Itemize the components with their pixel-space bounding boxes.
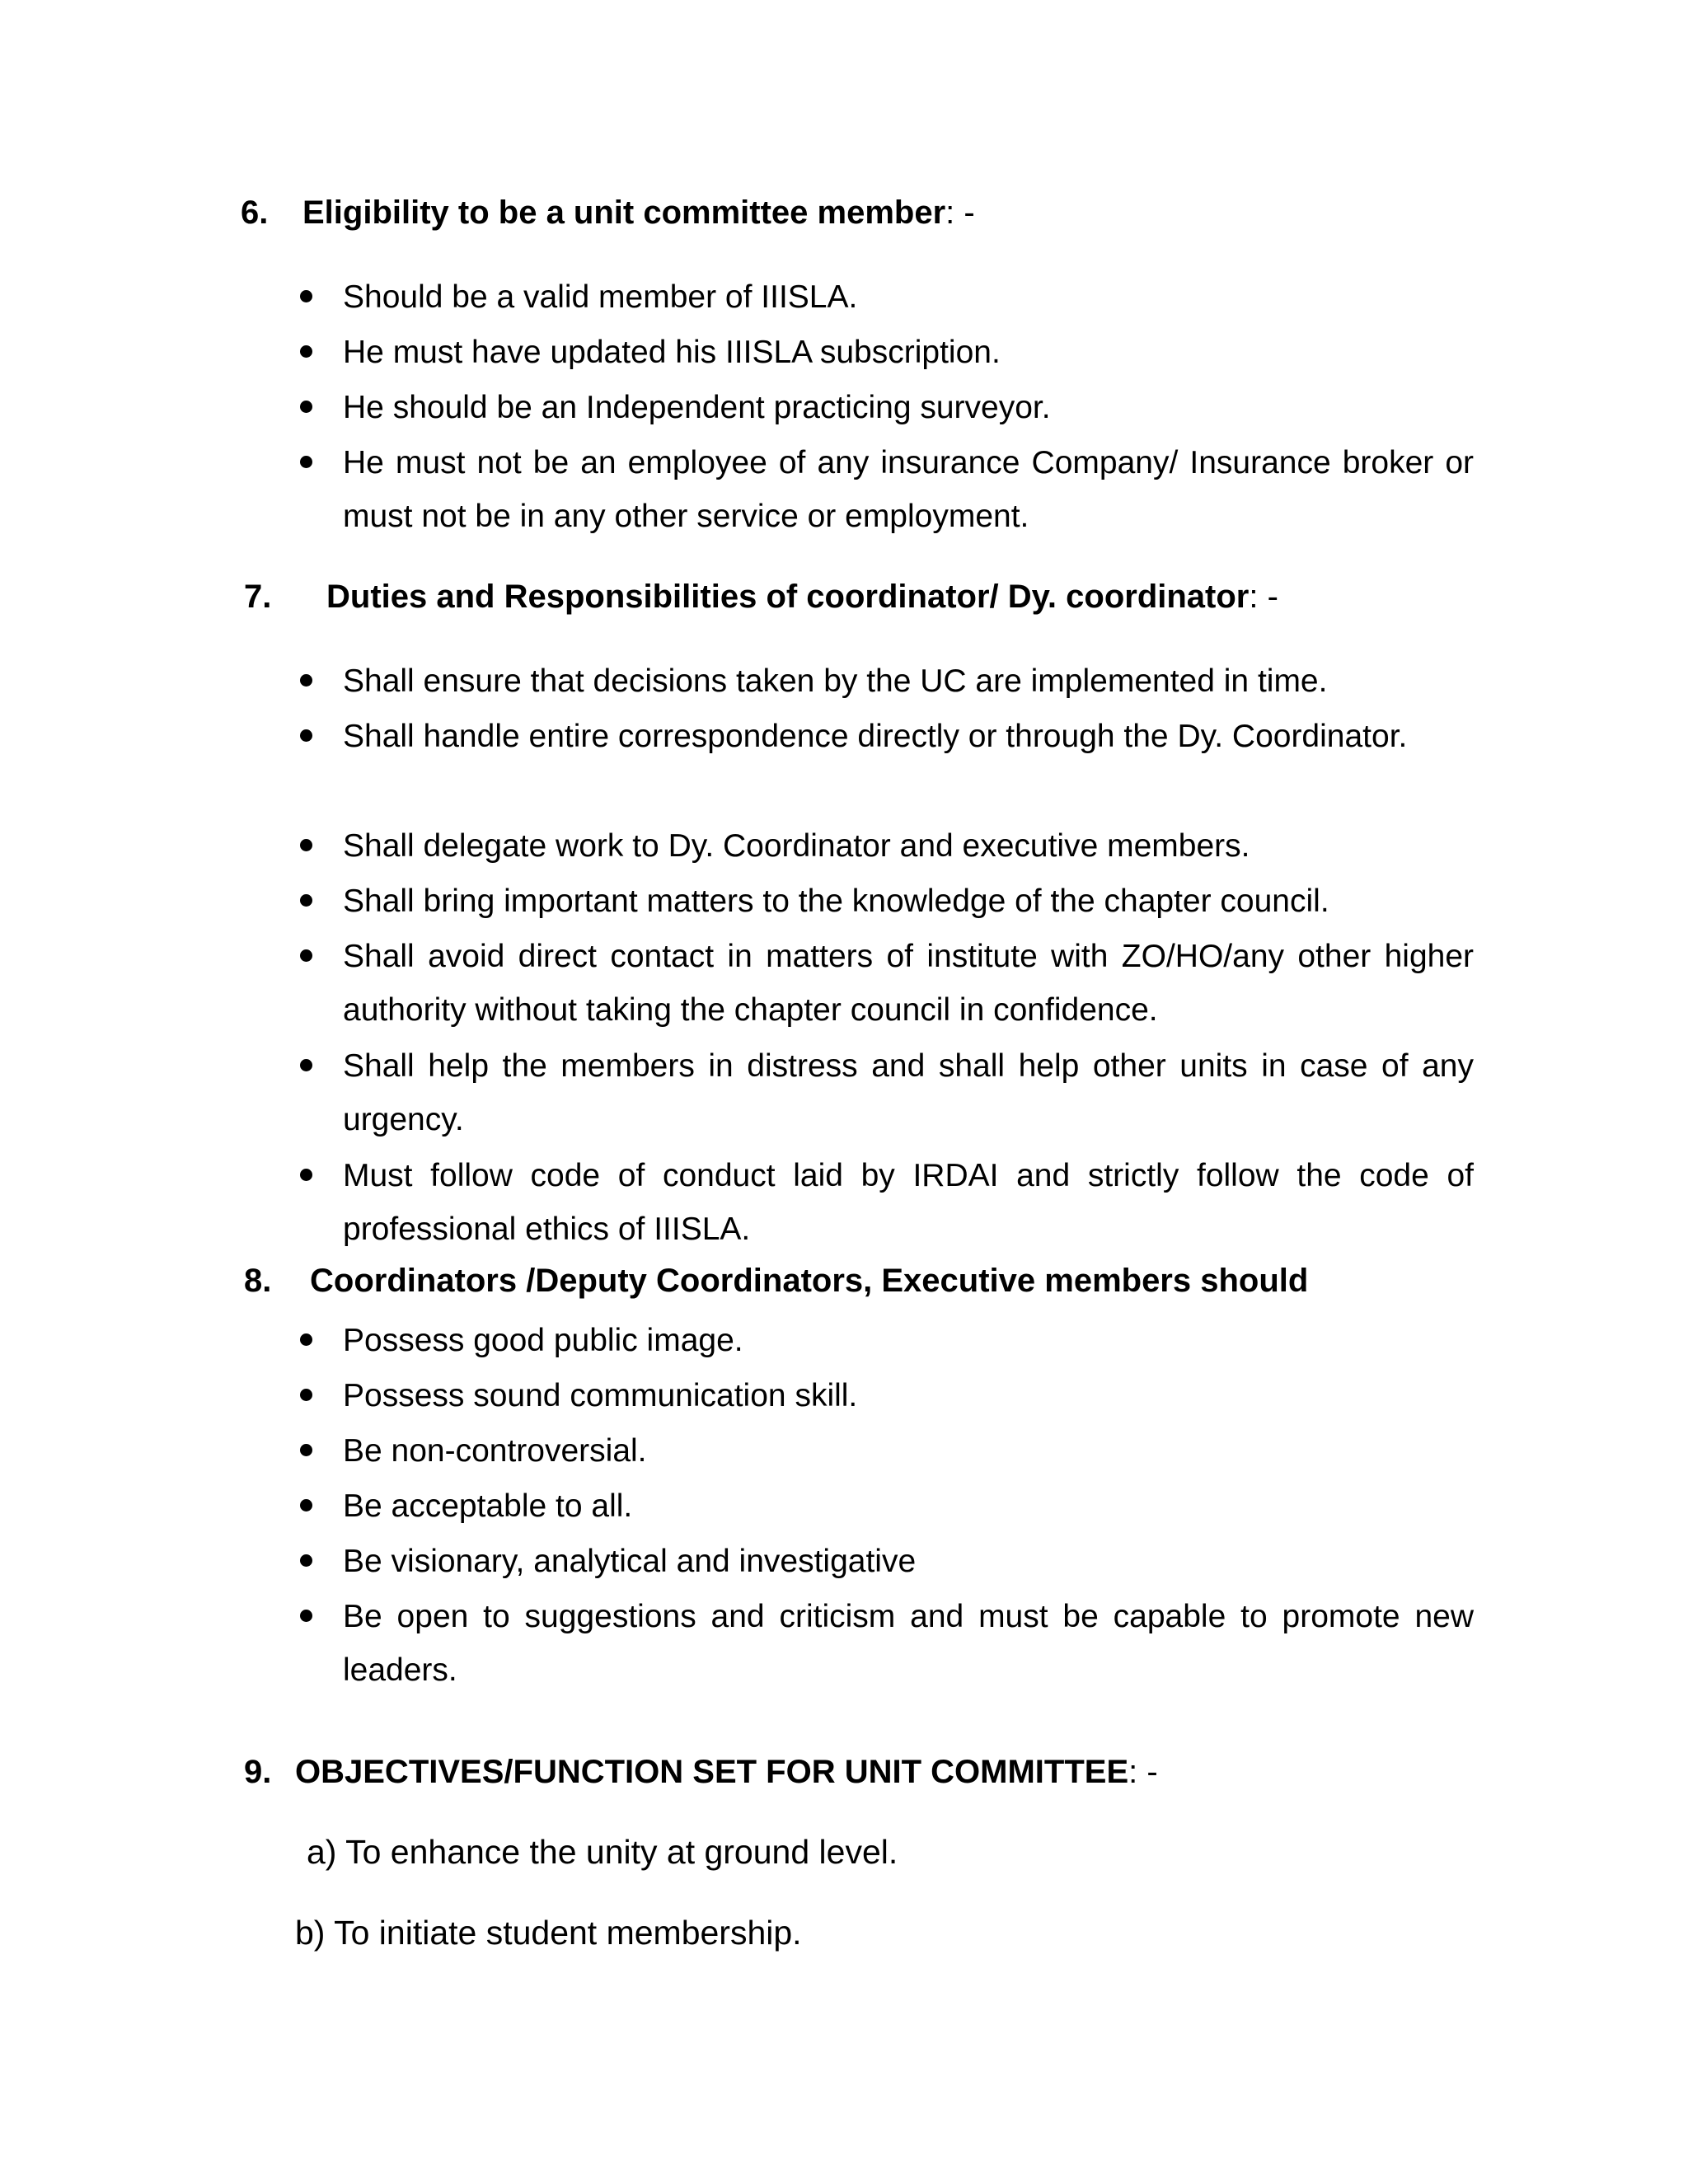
- section-title-suffix: : -: [945, 194, 975, 231]
- section-title: [295, 1752, 1158, 1792]
- list-item-text: Possess sound communication skill.: [343, 1378, 858, 1413]
- objective-item: a) To enhance the unity at ground level.: [307, 1833, 898, 1871]
- section-title-suffix: : -: [1128, 1754, 1158, 1790]
- bullet-icon: [300, 290, 312, 302]
- section-number: 7.: [244, 579, 272, 615]
- bullet-icon: [300, 345, 312, 358]
- section-number: 9.: [244, 1754, 272, 1790]
- bullet-icon: [300, 1554, 312, 1567]
- bullet-icon: [300, 949, 312, 962]
- list-item-text: Be open to suggestions and criticism and must be capable to promote new leaders.: [343, 1599, 1474, 1688]
- bullet-icon: [300, 1444, 312, 1456]
- section-title: [310, 1261, 1308, 1301]
- bullet-icon: [300, 894, 312, 907]
- bullet-icon: [300, 1059, 312, 1071]
- bullet-icon: [300, 1169, 312, 1181]
- bullet-icon: [300, 729, 312, 742]
- section-title: [302, 193, 975, 232]
- list-item-text: Be acceptable to all.: [343, 1488, 633, 1524]
- list-item-text: Be non-controversial.: [343, 1433, 647, 1469]
- bullet-icon: [300, 674, 312, 687]
- bullet-icon: [300, 839, 312, 851]
- list-item-text: Shall bring important matters to the knowledge of the chapter council.: [343, 883, 1329, 919]
- list-item-text: He should be an Independent practicing surveyor.: [343, 390, 1051, 425]
- list-item-text: Must follow code of conduct laid by IRDAI and strictly follow the code of professional ethics of IIISLA.: [343, 1158, 1474, 1247]
- list-item-text: Shall avoid direct contact in matters of institute with ZO/HO/any other higher authority without taking the chapter council in confidence.: [343, 939, 1474, 1028]
- bullet-icon: [300, 1610, 312, 1622]
- list-item-text: Shall help the members in distress and shall help other units in case of any urgency.: [343, 1048, 1474, 1137]
- list-item-text: Be visionary, analytical and investigative: [343, 1544, 917, 1579]
- section-number: 8.: [244, 1263, 272, 1299]
- bullet-icon: [300, 1499, 312, 1511]
- section-title-suffix: : -: [1249, 579, 1278, 615]
- bullet-icon: [300, 456, 312, 468]
- bullet-icon: [300, 1333, 312, 1346]
- objective-item: b) To initiate student membership.: [295, 1914, 802, 1952]
- section-number: 6.: [241, 194, 269, 231]
- bullet-icon: [300, 401, 312, 413]
- section-title: [326, 577, 1278, 616]
- section-title-text: Duties and Responsibilities of coordinator/ Dy. coordinator: [326, 579, 1250, 615]
- bullet-icon: [300, 1389, 312, 1401]
- section-title-text: Coordinators /Deputy Coordinators, Executive members should: [310, 1263, 1309, 1299]
- list-item-text: Possess good public image.: [343, 1323, 743, 1358]
- section-title-text: Eligibility to be a unit committee member: [302, 194, 946, 231]
- list-item-text: Should be a valid member of IIISLA.: [343, 279, 858, 315]
- list-item-text: He must have updated his IIISLA subscription.: [343, 335, 1001, 370]
- list-item-text: Shall ensure that decisions taken by the UC are implemented in time.: [343, 663, 1328, 699]
- section-title-text: OBJECTIVES/FUNCTION SET FOR UNIT COMMITTEE: [295, 1754, 1129, 1790]
- list-item-text: He must not be an employee of any insurance Company/ Insurance broker or must not be in any other service or employment.: [343, 445, 1474, 534]
- list-item-text: Shall handle entire correspondence directly or through the Dy. Coordinator.: [343, 719, 1408, 754]
- list-item-text: Shall delegate work to Dy. Coordinator and executive members.: [343, 828, 1250, 864]
